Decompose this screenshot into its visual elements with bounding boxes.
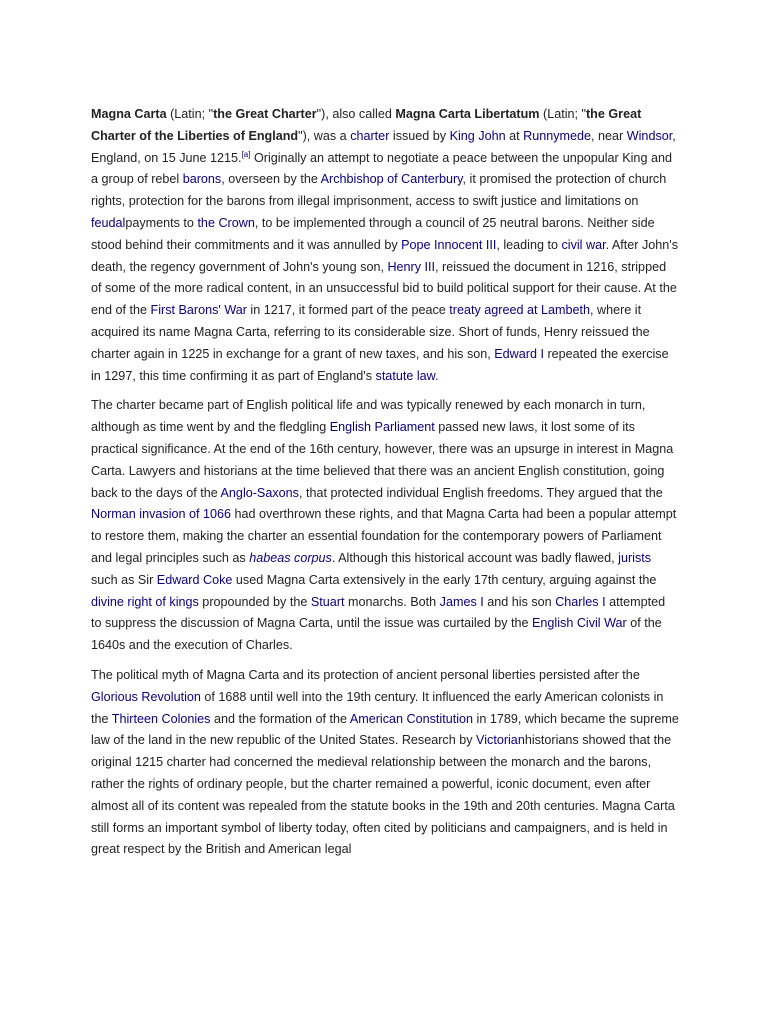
text-run: . Although this historical account was badly flawed, — [331, 550, 619, 565]
text-run: , it promised the protection of church rights, protection for the barons from illegal imprisonment, access to swift justice and limitations on — [91, 172, 667, 209]
text-run: payments to — [125, 215, 198, 230]
text-run: . — [435, 368, 439, 383]
wiki-link[interactable]: treaty agreed at Lambeth — [449, 303, 590, 318]
text-run: . After John's death, the regency government of John's young son, — [91, 237, 678, 274]
text-run: passed new laws, it lost some of its practical significance. At the end of the 16th century, however, there was an upsurge in interest in Magna Carta. Lawyers and historians at the time believed that there was an ancient English constitution, going back to the days of the — [91, 420, 674, 500]
wiki-link[interactable]: jurists — [618, 550, 652, 565]
text-run: , leading to — [496, 237, 562, 252]
wiki-link[interactable]: Charles I — [555, 594, 606, 609]
wiki-link[interactable]: English Civil War — [532, 616, 627, 631]
text-run: "), was a — [298, 128, 351, 143]
text-run: Originally an attempt to negotiate a peace between the unpopular King and a group of rebel — [91, 150, 672, 187]
text-run: in 1789, which became the supreme law of the land in the new republic of the United States. Research by — [91, 711, 679, 748]
text-run: of 1688 until well into the 19th century. It influenced the early American colonists in the — [91, 689, 664, 726]
text-run: (Latin; " — [539, 107, 586, 121]
wiki-link[interactable]: feudal — [91, 215, 126, 230]
wiki-link[interactable]: Archbishop of Canterbury — [320, 172, 463, 187]
wiki-link[interactable]: Henry III — [387, 259, 436, 274]
footnote-link[interactable]: [a] — [241, 149, 251, 159]
wiki-link[interactable]: Edward I — [494, 346, 544, 361]
text-run: such as Sir — [91, 572, 157, 587]
wiki-link[interactable]: Norman invasion of 1066 — [91, 507, 232, 522]
text-run: used Magna Carta extensively in the early 17th century, arguing against the — [232, 572, 657, 587]
wiki-link[interactable]: charter — [350, 128, 390, 143]
text-run: had overthrown these rights, and that Magna Carta had been a popular attempt to restore them, making the charter an essential foundation for the contemporary powers of Parliament and legal principles such as — [91, 507, 677, 565]
wiki-link[interactable]: King John — [449, 128, 506, 143]
article-paragraph — [91, 104, 679, 387]
text-run: The charter became part of English political life and was typically renewed by each monarch in turn, although as time went by and the fledgling — [91, 398, 646, 435]
wiki-link[interactable]: First Barons' War — [150, 303, 247, 318]
text-run: of the 1640s and the execution of Charles. — [91, 616, 662, 653]
text-run: , reissued the document in 1216, stripped of some of the more radical content, in an unsuccessful bid to build political support for their cause. At the end of the — [91, 259, 677, 318]
wiki-link[interactable]: habeas corpus — [249, 550, 332, 565]
wiki-link[interactable]: Windsor — [626, 128, 673, 143]
wiki-link[interactable]: American Constitution — [349, 711, 474, 726]
text-run: , near — [591, 128, 627, 143]
bold-term: the Great Charter — [213, 107, 317, 121]
wiki-link[interactable]: the Crown — [197, 215, 255, 230]
wiki-link[interactable]: barons — [182, 172, 222, 187]
wiki-link[interactable]: civil war — [561, 237, 606, 252]
text-run: historians showed that the original 1215 charter had concerned the medieval relationship between the monarch and the barons, rather the rights of ordinary people, but the charter remained a powerful, iconic document, even after almost all of its content was repealed from the statute books in the 19th and 20th centuries. Magna Carta still forms an important symbol of liberty today, often cited by politicians and campaigners, and is held in great respect by the British and American legal — [91, 733, 675, 857]
wiki-link[interactable]: Runnymede — [523, 128, 592, 143]
text-run: , England, on 15 June 1215. — [91, 128, 676, 165]
bold-term: Magna Carta Libertatum — [395, 107, 540, 121]
text-run: issued by — [389, 128, 450, 143]
text-run: , where it acquired its name Magna Carta, referring to its considerable size. Short of funds, Henry reissued the charter again in 1225 in exchange for a grant of new taxes, and his son, — [91, 303, 650, 361]
text-run: at — [505, 128, 524, 143]
wiki-link[interactable]: Pope Innocent III — [401, 237, 497, 252]
text-run: , that protected individual English freedoms. They argued that the — [298, 485, 663, 500]
text-run: repeated the exercise in 1297, this time confirming it as part of England's — [91, 346, 669, 383]
wiki-link[interactable]: Stuart — [310, 594, 345, 609]
text-run: and his son — [483, 594, 556, 609]
wiki-link[interactable]: statute law — [375, 368, 436, 383]
text-run: in 1217, it formed part of the peace — [246, 303, 450, 318]
wiki-link[interactable]: English Parliament — [329, 420, 435, 435]
text-run: and the formation of the — [210, 711, 350, 726]
article-paragraph — [91, 665, 679, 861]
text-run: "), also called — [316, 107, 396, 121]
wiki-link[interactable]: Anglo-Saxons — [220, 485, 299, 500]
wiki-link[interactable]: Thirteen Colonies — [111, 711, 211, 726]
wiki-link[interactable]: Edward Coke — [156, 572, 233, 587]
wiki-link[interactable]: James I — [439, 594, 484, 609]
article-paragraph — [91, 395, 679, 657]
wiki-link[interactable]: Victorian — [476, 733, 525, 748]
text-run: , overseen by the — [221, 172, 321, 187]
bold-term: the Great Charter of the Liberties of England — [91, 107, 642, 143]
bold-term: Magna Carta — [91, 107, 167, 121]
text-run: , to be implemented through a council of 25 neutral barons. Neither side stood behind their commitments and it was annulled by — [91, 215, 655, 252]
article-body — [91, 104, 679, 869]
text-run: propounded by the — [198, 594, 311, 609]
wiki-link[interactable]: divine right of kings — [91, 594, 199, 609]
text-run: monarchs. Both — [344, 594, 440, 609]
text-run: attempted to suppress the discussion of Magna Carta, until the issue was curtailed by the — [91, 594, 666, 631]
text-run: (Latin; " — [166, 107, 214, 121]
text-run: The political myth of Magna Carta and its protection of ancient personal liberties persisted after the — [91, 667, 640, 682]
wiki-link[interactable]: Glorious Revolution — [91, 689, 201, 704]
